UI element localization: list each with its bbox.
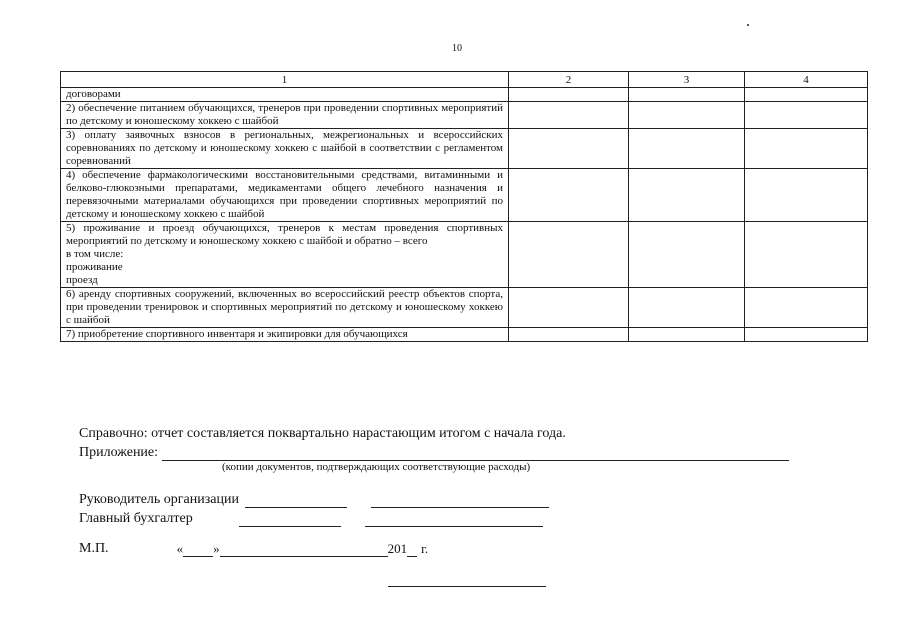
stamp-label: М.П. xyxy=(79,541,109,556)
value-cell xyxy=(629,88,745,102)
head-of-org-label: Руководитель организации xyxy=(79,492,239,507)
reference-note: Справочно: отчет составляется поквартально нарастающим итогом с начала года. xyxy=(79,426,566,441)
head-of-org-name-blank[interactable] xyxy=(371,493,549,508)
value-cell xyxy=(509,328,629,342)
value-cell xyxy=(745,129,868,169)
chief-accountant-label: Главный бухгалтер xyxy=(79,511,193,526)
value-cell xyxy=(629,102,745,129)
date-close-quote: » xyxy=(213,541,220,556)
chief-accountant-signature-row xyxy=(79,511,543,527)
value-cell xyxy=(509,288,629,328)
value-cell xyxy=(509,88,629,102)
value-cell xyxy=(745,288,868,328)
page-number: 10 xyxy=(452,43,462,54)
column-header-1: 1 xyxy=(61,72,509,88)
head-of-org-signature-row xyxy=(79,492,549,508)
year-blank[interactable] xyxy=(407,544,417,557)
chief-accountant-signature-blank[interactable] xyxy=(239,512,341,527)
row-label: 2) обеспечение питанием обучающихся, тренеров при проведении спортивных мероприятий по детскому и юношескому хоккею с шайбой xyxy=(61,102,509,129)
row-label: 3) оплату заявочных взносов в региональных, межрегиональных и всероссийских соревнованиях по детскому и юношескому хоккею с шайбой в соответствии с регламентом соревнований xyxy=(61,129,509,169)
row-label: 6) аренду спортивных сооружений, включенных во всероссийский реестр объектов спорта, при проведении тренировок и спортивных мероприятий по детскому и юношескому хоккею с шайбой xyxy=(61,288,509,328)
month-blank[interactable] xyxy=(220,544,388,557)
row-label-accommodation: проживание xyxy=(66,261,123,273)
value-cell xyxy=(745,169,868,222)
value-cell xyxy=(509,129,629,169)
table-row xyxy=(61,88,868,102)
row-label: договорами xyxy=(61,88,509,102)
value-cell xyxy=(629,328,745,342)
row-label-main: 5) проживание и проезд обучающихся, тренеров к местам проведения спортивных мероприятий по детскому и юношескому хоккею с шайбой и обратно – всего xyxy=(66,222,503,247)
table-row xyxy=(61,169,868,222)
value-cell xyxy=(745,328,868,342)
value-cell xyxy=(629,169,745,222)
row-label-travel: проезд xyxy=(66,274,98,286)
value-cell xyxy=(629,288,745,328)
value-cell xyxy=(509,102,629,129)
attachment-line xyxy=(79,445,789,461)
stamp-date-row xyxy=(79,541,428,557)
value-cell xyxy=(745,102,868,129)
value-cell xyxy=(629,129,745,169)
attachment-blank[interactable] xyxy=(162,446,789,461)
table-row xyxy=(61,129,868,169)
attachment-caption: (копии документов, подтверждающих соответствующие расходы) xyxy=(222,461,531,473)
attachment-label: Приложение: xyxy=(79,445,159,460)
year-prefix: 201 xyxy=(387,541,408,556)
year-suffix: г. xyxy=(421,541,429,556)
bottom-rule xyxy=(388,586,546,587)
value-cell xyxy=(745,88,868,102)
chief-accountant-name-blank[interactable] xyxy=(365,512,543,527)
row-label xyxy=(61,222,509,288)
column-header-3: 3 xyxy=(629,72,745,88)
scan-speck xyxy=(747,24,749,26)
row-label-including: в том числе: xyxy=(66,248,124,260)
value-cell xyxy=(509,169,629,222)
table-row xyxy=(61,328,868,342)
table-row xyxy=(61,222,868,288)
value-cell xyxy=(509,222,629,288)
head-of-org-signature-blank[interactable] xyxy=(245,493,347,508)
table-row xyxy=(61,288,868,328)
row-label: 4) обеспечение фармакологическими восстановительными средствами, витаминными и белково-глюкозными препаратами, медикаментами общего лечебного назначения и перевязочными материалами обучающихся при проведении спортивных мероприятий по детскому и юношескому хоккею с шайбой xyxy=(61,169,509,222)
value-cell xyxy=(629,222,745,288)
column-header-4: 4 xyxy=(745,72,868,88)
column-header-2: 2 xyxy=(509,72,629,88)
date-open-quote: « xyxy=(176,541,184,556)
table-row xyxy=(61,102,868,129)
expense-table xyxy=(60,71,868,342)
day-blank[interactable] xyxy=(183,544,213,557)
row-label: 7) приобретение спортивного инвентаря и экипировки для обучающихся xyxy=(61,328,509,342)
table-header-row xyxy=(61,72,868,88)
value-cell xyxy=(745,222,868,288)
